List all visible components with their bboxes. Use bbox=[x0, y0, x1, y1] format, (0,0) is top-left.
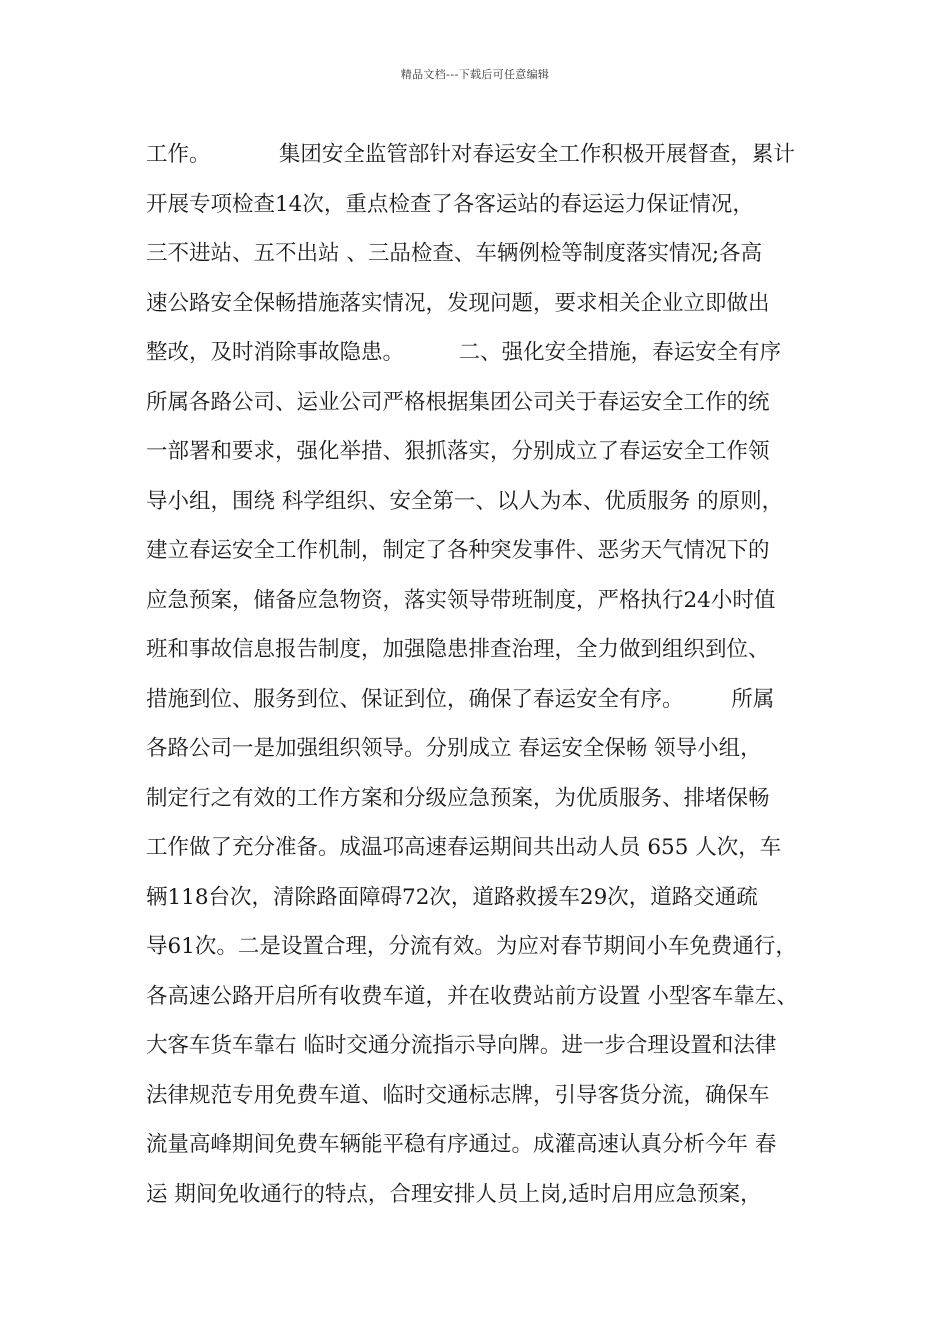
text-line: 应急预案，储备应急物资，落实领导带班制度，严格执行24小时值 bbox=[146, 587, 776, 613]
document-body bbox=[146, 130, 826, 1219]
text-line: 流量高峰期间免费车辆能平稳有序通过。成灌高速认真分析今年 春 bbox=[146, 1132, 777, 1157]
text-line: 三不进站、五不出站 、三品检查、车辆例检等制度落实情况;各高 bbox=[146, 241, 763, 266]
text-line: 大客车货车靠右 临时交通分流指示导向牌。进一步合理设置和法律 bbox=[146, 1033, 777, 1058]
text-line: 导小组，围绕 科学组织、安全第一、以人为本、优质服务 的原则， bbox=[146, 488, 784, 514]
text-line: 班和事故信息报告制度，加强隐患排查治理，全力做到组织到位、 bbox=[146, 637, 770, 662]
text-line: 制定行之有效的工作方案和分级应急预案，为优质服务、排堵保畅 bbox=[146, 785, 770, 811]
text-line: 一部署和要求，强化举措、狠抓落实，分别成立了春运安全工作领 bbox=[146, 439, 770, 464]
text-line: 工作。 集团安全监管部针对春运安全工作积极开展督查，累计 bbox=[146, 142, 795, 167]
text-line: 措施到位、服务到位、保证到位，确保了春运安全有序。 所属 bbox=[146, 686, 775, 712]
text-line: 开展专项检查14次，重点检查了各客运站的春运运力保证情况， bbox=[146, 191, 754, 217]
text-line: 运 期间免收通行的特点，合理安排人员上岗,适时启用应急预案， bbox=[146, 1181, 762, 1207]
page-header: 精品文档---下载后可任意编辑 bbox=[400, 68, 550, 81]
text-line: 工作做了充分准备。成温邛高速春运期间共出动人员 655 人次，车 bbox=[146, 835, 782, 860]
text-line: 建立春运安全工作机制，制定了各种突发事件、恶劣天气情况下的 bbox=[146, 538, 770, 563]
text-line: 整改，及时消除事故隐患。 二、强化安全措施，春运安全有序 bbox=[146, 340, 782, 365]
text-line: 辆118台次，清除路面障碍72次，道路救援车29次，道路交通疏 bbox=[146, 884, 758, 910]
text-line: 各高速公路开启所有收费车道，并在收费站前方设置 小型客车靠左、 bbox=[146, 983, 798, 1009]
text-line: 导61次。二是设置合理，分流有效。为应对春节期间小车免费通行， bbox=[146, 934, 797, 959]
text-line: 所属各路公司、运业公司严格根据集团公司关于春运安全工作的统 bbox=[146, 389, 770, 415]
text-line: 各路公司一是加强组织领导。分别成立 春运安全保畅 领导小组， bbox=[146, 736, 762, 761]
text-line: 速公路安全保畅措施落实情况，发现问题，要求相关企业立即做出 bbox=[146, 290, 770, 316]
text-line: 法律规范专用免费车道、临时交通标志牌，引导客货分流，确保车 bbox=[146, 1082, 770, 1108]
